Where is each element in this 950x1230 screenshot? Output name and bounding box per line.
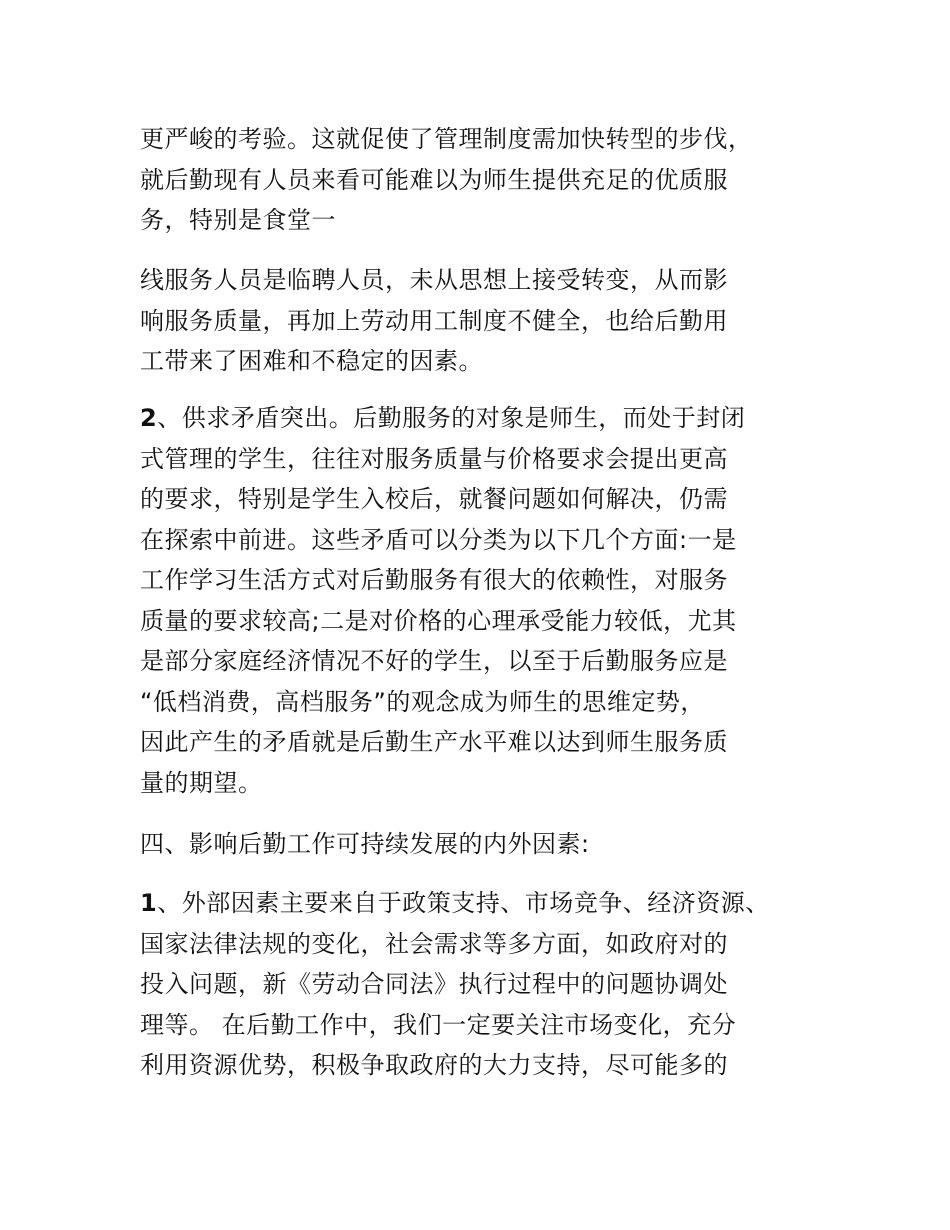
text-line: 线服务人员是临聘人员，未从思想上接受转变，从而影 — [140, 266, 728, 294]
text-line: 质量的要求较高;二是对价格的心理承受能力较低，尤其 — [140, 606, 737, 635]
text-line: 就后勤现有人员来看可能难以为师生提供充足的优质服 — [140, 165, 728, 194]
text-line: 是部分家庭经济情况不好的学生，以至于后勤服务应是 — [140, 647, 728, 675]
text-line: 务，特别是食堂一 — [140, 206, 336, 234]
paragraph-2 — [140, 260, 840, 382]
line-text: 、外部因素主要来自于政策支持、市场竞争、经济资源、 — [157, 889, 770, 917]
text-line: 因此产生的矛盾就是后勤生产水平难以达到师生服务质 — [140, 728, 728, 756]
text-line: 量的期望。 — [140, 768, 263, 797]
text-line — [140, 883, 840, 924]
section-heading — [140, 824, 840, 865]
paragraph-1 — [140, 119, 840, 241]
line-text: 、供求矛盾突出。后勤服务的对象是师生，而处于封闭 — [157, 404, 746, 432]
text-line: 工作学习生活方式对后勤服务有很大的依赖性，对服务 — [140, 566, 728, 594]
list-number: 2 — [140, 404, 158, 432]
text-line: 国家法律法规的变化，社会需求等多方面，如政府对的 — [140, 929, 728, 958]
text-line — [140, 398, 840, 439]
text-line: 工带来了困难和不稳定的因素。 — [140, 347, 483, 375]
text-line: 的要求，特别是学生入校后，就餐问题如何解决，仍需 — [140, 485, 728, 513]
paragraph-3 — [140, 398, 840, 803]
list-number: 1 — [140, 889, 158, 917]
text-line: 利用资源优势，积极争取政府的大力支持，尽可能多的 — [140, 1051, 728, 1079]
paragraph-5 — [140, 883, 840, 1086]
text-line: 在探索中前进。这些矛盾可以分类为以下几个方面:一是 — [140, 525, 737, 554]
text-line: “低档消费，高档服务”的观念成为师生的思维定势， — [140, 687, 705, 716]
text-line: 投入问题，新《劳动合同法》执行过程中的问题协调处 — [140, 970, 728, 998]
text-line: 响服务质量，再加上劳动用工制度不健全，也给后勤用 — [140, 306, 728, 335]
text-line: 更严峻的考验。这就促使了管理制度需加快转型的步伐， — [140, 125, 753, 153]
text-line: 理等。 在后勤工作中，我们一定要关注市场变化，充分 — [140, 1010, 737, 1039]
text-line: 式管理的学生，往往对服务质量与价格要求会提出更高 — [140, 444, 728, 473]
text-line: 四、影响后勤工作可持续发展的内外因素: — [140, 830, 590, 858]
